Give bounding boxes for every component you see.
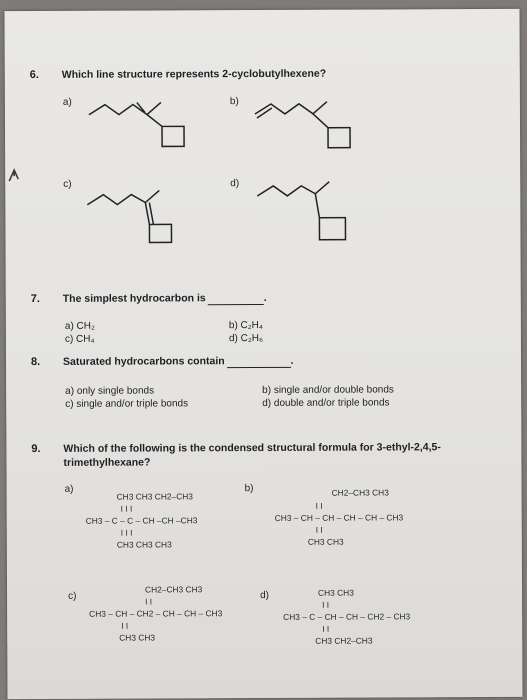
question-8-number: 8. <box>31 355 41 369</box>
q7-option-b[interactable]: b) C₂H₄ <box>228 320 263 332</box>
q9-option-a-label[interactable]: a) <box>64 483 74 495</box>
q9-option-b-formula: CH2–CH3 CH3 I I CH3 – CH – CH – CH – CH – CH3 I I CH3 CH3 <box>274 487 404 547</box>
q9-option-b-label[interactable]: b) <box>244 483 254 495</box>
q6-option-b-structure <box>251 90 361 152</box>
pen-mark <box>7 167 21 183</box>
question-8-text: Saturated hydrocarbons contain . <box>63 354 294 368</box>
q8-option-b[interactable]: b) single and/or double bonds <box>262 384 394 397</box>
worksheet-page <box>5 9 523 699</box>
answer-blank <box>227 355 291 368</box>
q9-option-c-label[interactable]: c) <box>68 590 77 602</box>
question-6-number: 6. <box>29 68 39 82</box>
q8-option-a[interactable]: a) only single bonds <box>65 385 155 397</box>
q9-option-d-formula: CH3 CH3 I I CH3 – C – CH – CH – CH2 – CH3 I I CH3 CH2–CH3 <box>283 587 411 646</box>
q7-option-d[interactable]: d) C₂H₆ <box>228 333 263 345</box>
q6-option-d-label[interactable]: d) <box>230 178 240 190</box>
q6-option-a-label[interactable]: a) <box>62 96 72 108</box>
q6-option-c-label[interactable]: c) <box>63 178 72 190</box>
q9-option-a-formula: CH3 CH3 CH2–CH3 I I I CH3 – C – C – CH –CH –CH3 I I I CH3 CH3 CH3 <box>85 491 198 550</box>
q9-option-c-formula: CH2–CH3 CH3 I I CH3 – CH – CH2 – CH – CH – CH3 I I CH3 CH3 <box>89 584 223 643</box>
q6-option-d-structure <box>253 172 363 246</box>
q6-option-a-structure <box>85 92 195 150</box>
q9-option-d-label[interactable]: d) <box>260 589 269 602</box>
q8-option-d[interactable]: d) double and/or triple bonds <box>262 397 390 410</box>
q6-option-b-label[interactable]: b) <box>229 96 239 108</box>
q6-option-c-structure <box>83 174 193 244</box>
q7-option-c[interactable]: c) CH₄ <box>64 333 95 345</box>
question-6-text: Which line structure represents 2-cyclobutylhexene? <box>61 67 327 81</box>
question-7-number: 7. <box>30 292 40 306</box>
q7-option-a[interactable]: a) CH₂ <box>64 320 95 332</box>
question-9-text-line1: Which of the following is the condensed structural formula for 3-ethyl-2,4,5- <box>63 441 441 455</box>
question-9-text-line2: trimethylhexane? <box>63 456 151 469</box>
q8-option-c[interactable]: c) single and/or triple bonds <box>65 398 189 410</box>
question-7-text: The simplest hydrocarbon is . <box>62 291 267 305</box>
question-9-number: 9. <box>31 442 41 456</box>
answer-blank <box>208 292 264 305</box>
